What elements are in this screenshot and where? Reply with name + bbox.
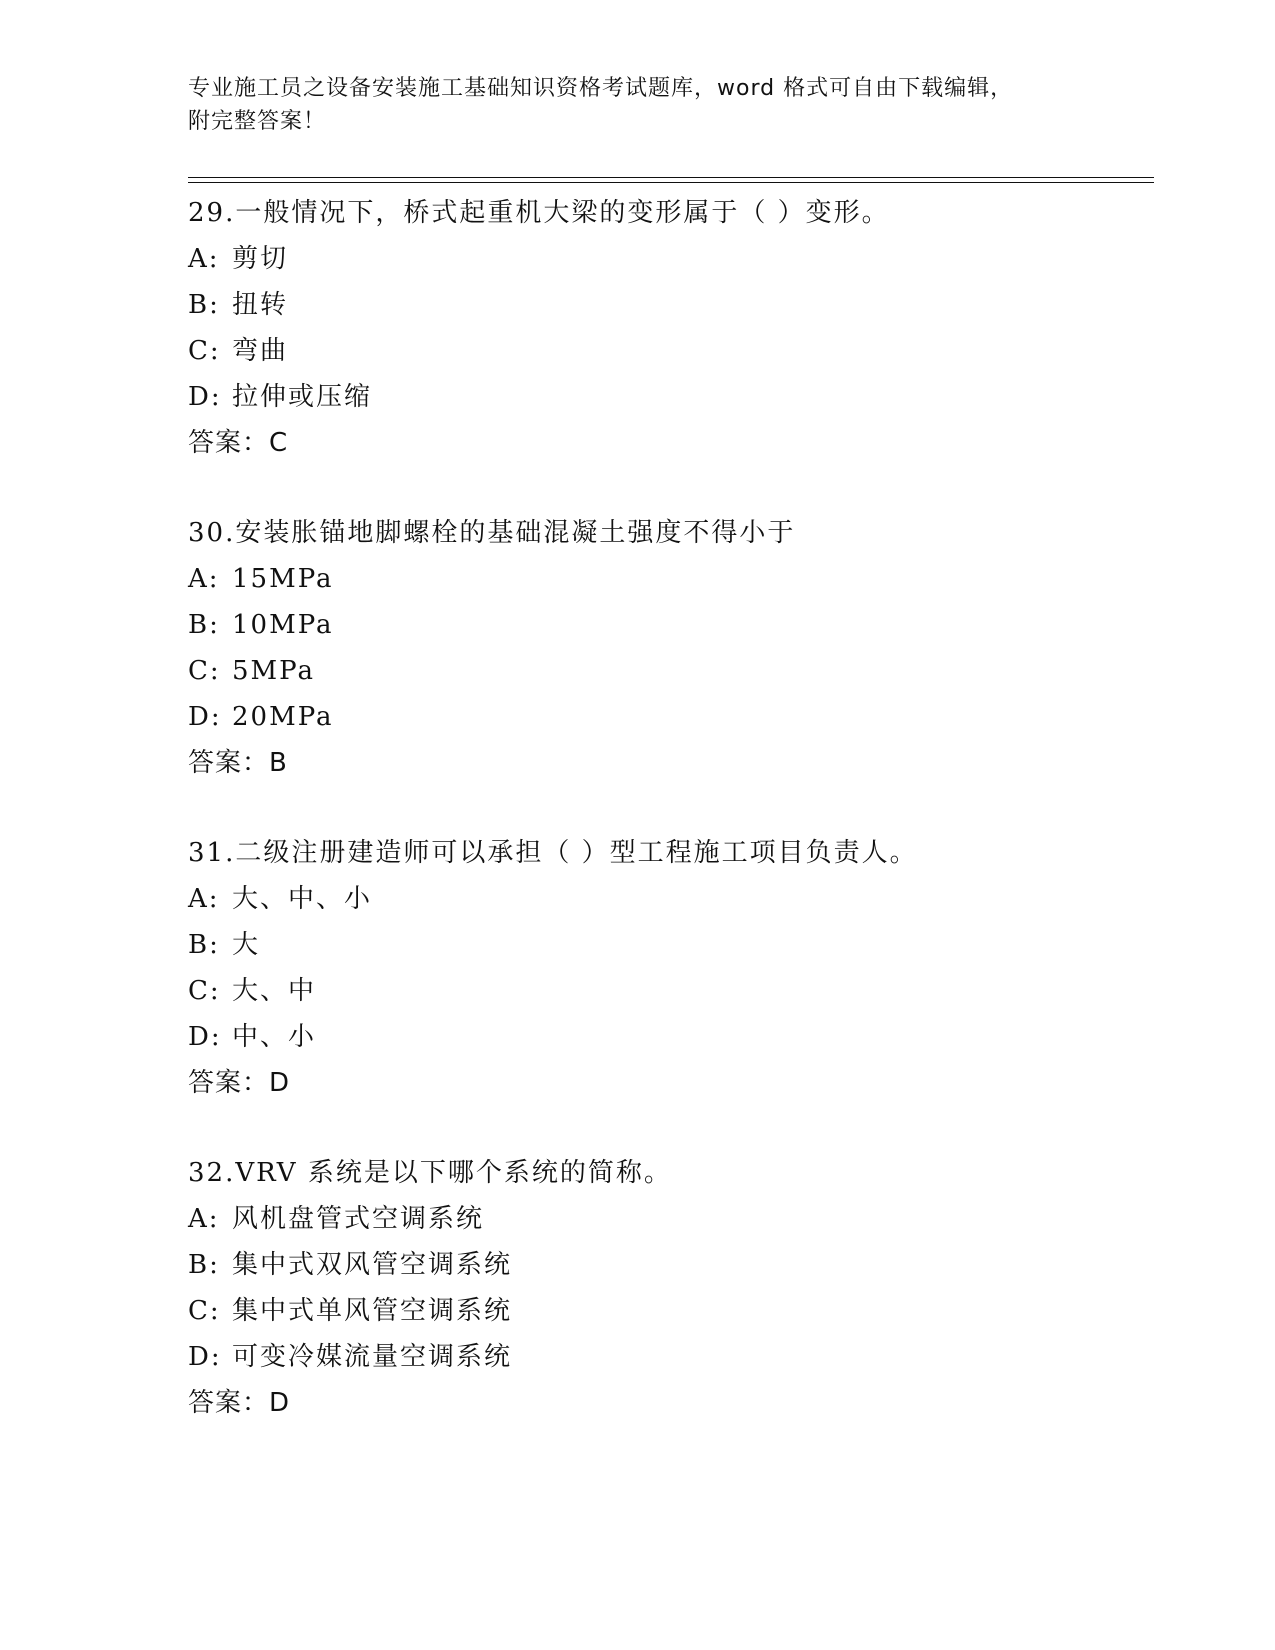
answer-line: 答案：D — [188, 1388, 291, 1418]
option-text: 大 — [232, 930, 261, 960]
header-line-1: 专业施工员之设备安装施工基础知识资格考试题库，word 格式可自由下载编辑， — [188, 76, 1014, 101]
option-d — [188, 1334, 1168, 1380]
option-text: 集中式单风管空调系统 — [232, 1296, 513, 1326]
question-text: 29.一般情况下，桥式起重机大梁的变形属于（ ）变形。 — [188, 198, 890, 228]
option-a — [188, 1196, 1168, 1242]
option-d — [188, 374, 1168, 420]
option-letter: D: — [188, 1342, 222, 1372]
option-b — [188, 602, 1168, 648]
option-letter: A: — [188, 564, 220, 594]
question-text: 30.安装胀锚地脚螺栓的基础混凝土强度不得小于 — [188, 518, 796, 548]
option-letter: B: — [188, 610, 220, 640]
option-letter: C: — [188, 656, 221, 686]
option-c — [188, 328, 1168, 374]
option-text: 风机盘管式空调系统 — [232, 1204, 485, 1234]
option-text: 大、中 — [232, 976, 317, 1006]
option-letter: C: — [188, 1296, 221, 1326]
option-text: 10MPa — [232, 610, 334, 640]
option-letter: B: — [188, 1250, 220, 1280]
question-29 — [188, 190, 1168, 466]
option-d — [188, 1014, 1168, 1060]
option-text: 可变冷媒流量空调系统 — [232, 1342, 513, 1372]
option-text: 扭转 — [232, 290, 289, 320]
option-b — [188, 922, 1168, 968]
option-b — [188, 1242, 1168, 1288]
option-letter: B: — [188, 930, 220, 960]
option-text: 拉伸或压缩 — [232, 382, 373, 412]
option-letter: A: — [188, 884, 220, 914]
option-a — [188, 236, 1168, 282]
option-text: 5MPa — [232, 656, 315, 686]
option-text: 弯曲 — [232, 336, 289, 366]
option-letter: A: — [188, 244, 220, 274]
option-b — [188, 282, 1168, 328]
question-list — [188, 190, 1168, 1470]
option-letter: C: — [188, 976, 221, 1006]
header-rule-bottom — [188, 182, 1154, 183]
header-line-2: 附完整答案！ — [188, 109, 327, 134]
question-30 — [188, 510, 1168, 786]
document-header — [188, 72, 1088, 138]
option-text: 15MPa — [232, 564, 334, 594]
option-letter: B: — [188, 290, 220, 320]
answer-line: 答案：D — [188, 1068, 291, 1098]
option-text: 20MPa — [232, 702, 334, 732]
option-c — [188, 1288, 1168, 1334]
header-rule-top — [188, 177, 1154, 178]
option-a — [188, 556, 1168, 602]
option-c — [188, 968, 1168, 1014]
option-a — [188, 876, 1168, 922]
option-letter: D: — [188, 702, 222, 732]
question-text: 32.VRV 系统是以下哪个系统的简称。 — [188, 1158, 672, 1188]
option-text: 中、小 — [232, 1022, 317, 1052]
option-text: 集中式双风管空调系统 — [232, 1250, 513, 1280]
option-letter: D: — [188, 1022, 222, 1052]
option-text: 大、中、小 — [232, 884, 373, 914]
question-text: 31.二级注册建造师可以承担（ ）型工程施工项目负责人。 — [188, 838, 918, 868]
option-text: 剪切 — [232, 244, 289, 274]
option-letter: D: — [188, 382, 222, 412]
option-d — [188, 694, 1168, 740]
option-c — [188, 648, 1168, 694]
question-32 — [188, 1150, 1168, 1426]
answer-line: 答案：C — [188, 428, 289, 458]
option-letter: C: — [188, 336, 221, 366]
option-letter: A: — [188, 1204, 220, 1234]
question-31 — [188, 830, 1168, 1106]
answer-line: 答案：B — [188, 748, 288, 778]
